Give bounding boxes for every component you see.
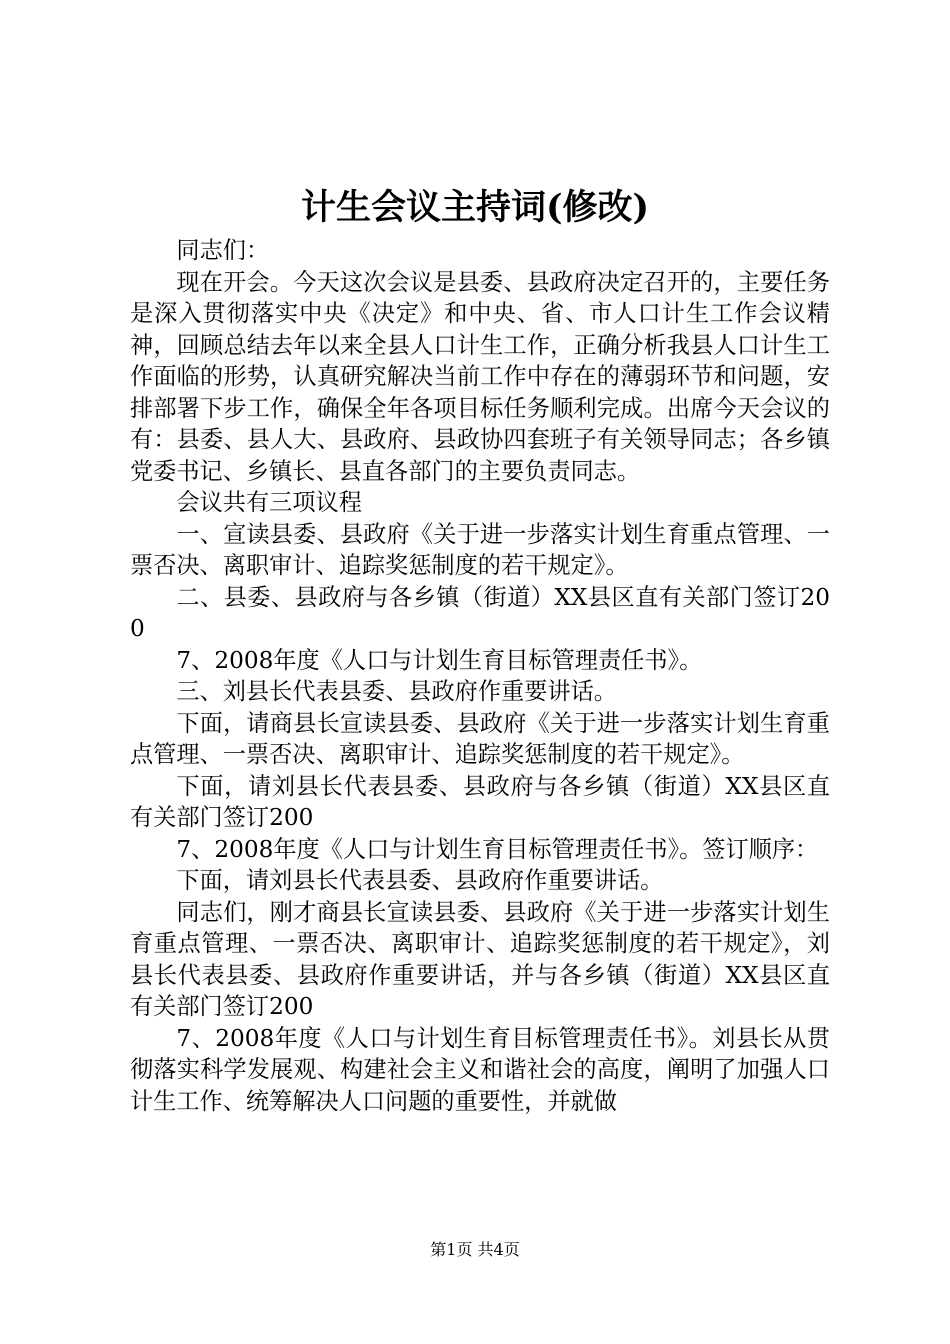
paragraph-agenda-item-3: 三、刘县长代表县委、县政府作重要讲话。 — [176, 678, 617, 705]
document-body — [130, 235, 830, 1117]
paragraph-opening: 现在开会。今天这次会议是县委、县政府决定召开的，主要任务是深入贯彻落实中央《决定》和中央、省、市人口计生工作会议精神，回顾总结去年以来全县人口计生工作，正确分析我县人口计生工作面临的形势，认真研究解决当前工作中存在的薄弱环节和问题，安排部署下步工作，确保全年各项目标任务顺利完成。出席今天会议的有：县委、县人大、县政府、县政协四套班子有关领导同志；各乡镇党委书记、乡镇长、县直各部门的主要负责同志。 — [130, 268, 830, 485]
page-number: 第1页 共4页 — [430, 1240, 520, 1259]
paragraph-summary: 同志们，刚才商县长宣读县委、县政府《关于进一步落实计划生育重点管理、一票否决、离职审计、追踪奖惩制度的若干规定》，刘县长代表县委、县政府作重要讲话，并与各乡镇（街道）XX县区直有关部门签订200 — [130, 898, 830, 1020]
paragraph-reading: 下面，请商县长宣读县委、县政府《关于进一步落实计划生育重点管理、一票否决、离职审计、追踪奖惩制度的若干规定》。 — [130, 709, 830, 768]
paragraph-agenda-item-1: 一、宣读县委、县政府《关于进一步落实计划生育重点管理、一票否决、离职审计、追踪奖惩制度的若干规定》。 — [130, 520, 830, 579]
paragraph-summary-cont: 7、2008年度《人口与计划生育目标管理责任书》。刘县长从贯彻落实科学发展观、构建社会主义和谐社会的高度，阐明了加强人口计生工作、统筹解决人口问题的重要性，并就做 — [130, 1024, 830, 1115]
paragraph-greeting: 同志们： — [176, 237, 270, 264]
paragraph-agenda-item-2-cont: 7、2008年度《人口与计划生育目标管理责任书》。 — [176, 646, 703, 674]
document-title: 计生会议主持词(修改) — [300, 187, 650, 228]
paragraph-speech: 下面，请刘县长代表县委、县政府作重要讲话。 — [176, 867, 664, 894]
paragraph-agenda-intro: 会议共有三项议程 — [176, 489, 362, 516]
paragraph-signing: 下面，请刘县长代表县委、县政府与各乡镇（街道）XX县区直有关部门签订200 — [130, 772, 830, 831]
paragraph-signing-cont: 7、2008年度《人口与计划生育目标管理责任书》。签订顺序： — [176, 835, 819, 863]
paragraph-agenda-item-2: 二、县委、县政府与各乡镇（街道）XX县区直有关部门签订200 — [130, 583, 830, 642]
